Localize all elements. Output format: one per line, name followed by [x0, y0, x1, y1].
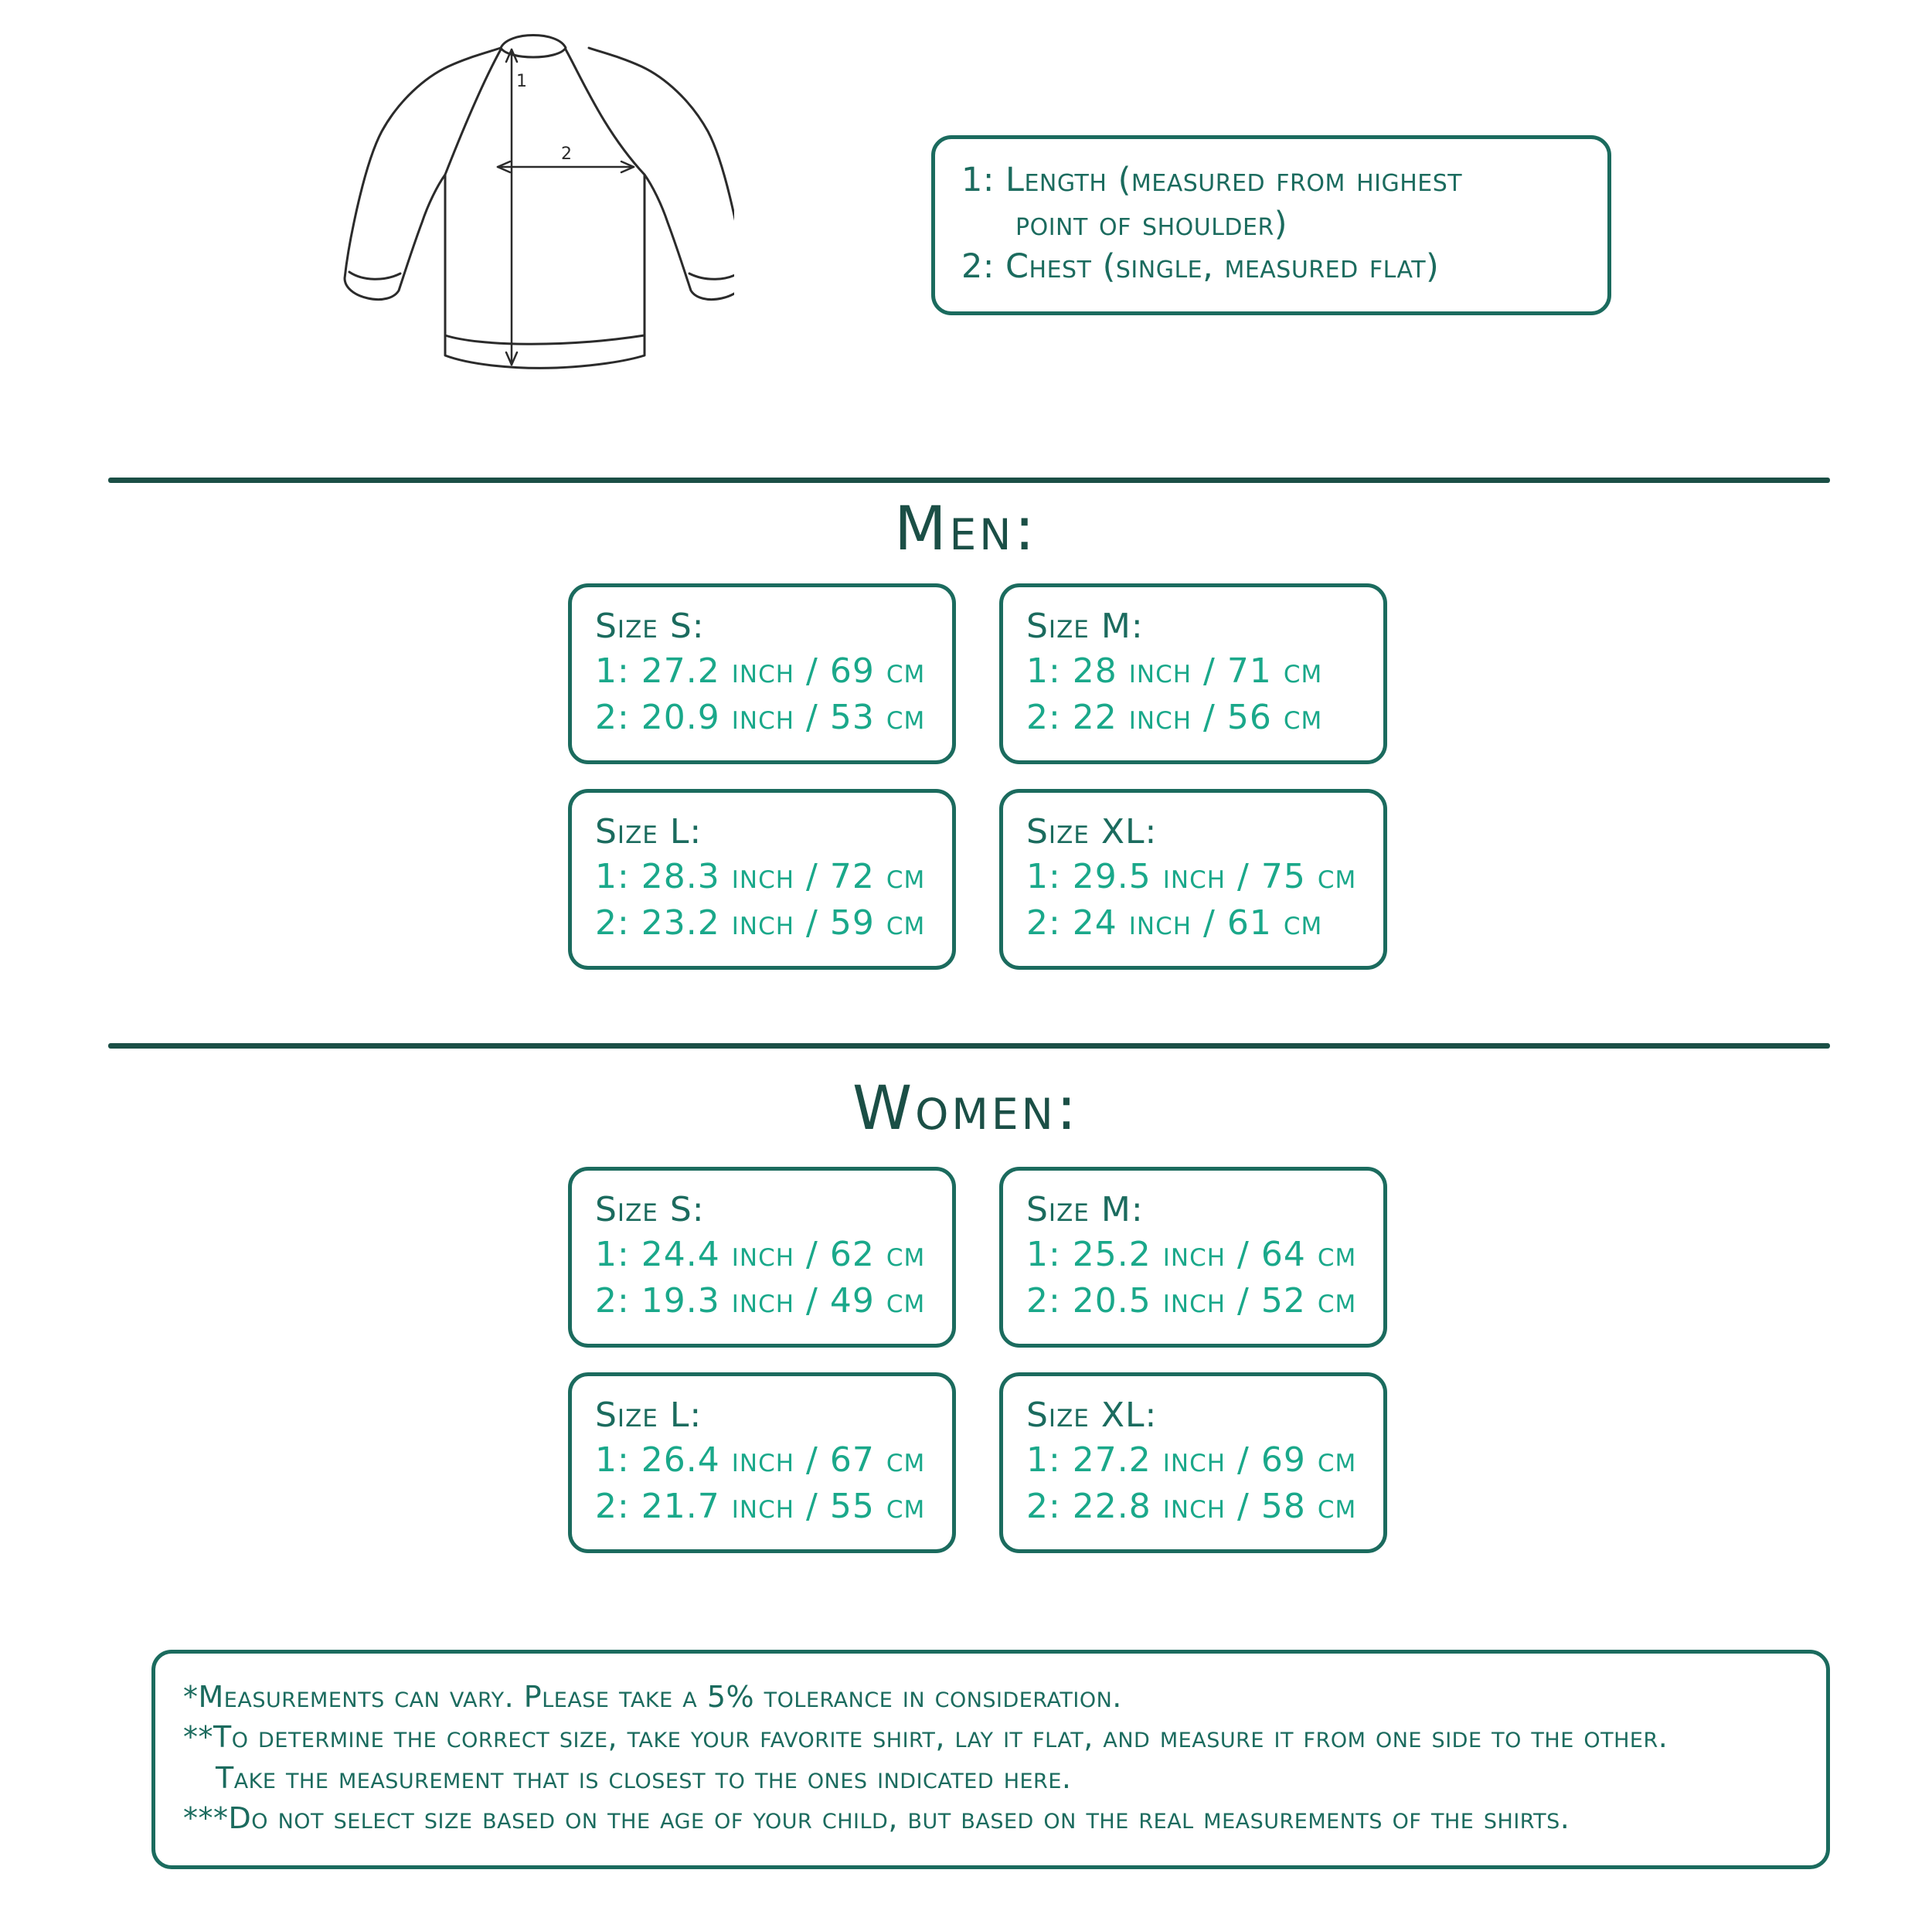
- size-row: [568, 1167, 1387, 1348]
- size-card-men-l: [568, 789, 956, 970]
- divider-middle: [108, 1043, 1830, 1049]
- note-line-3: Take the measurement that is closest to the ones indicated here.: [216, 1760, 1072, 1795]
- size-card-length: 1: 29.5 inch / 75 cm: [1026, 857, 1357, 897]
- size-card-women-xl: [999, 1372, 1387, 1553]
- size-row: [568, 789, 1387, 970]
- size-grid-men: [568, 583, 1387, 994]
- size-card-chest: 2: 22.8 inch / 58 cm: [1026, 1486, 1357, 1526]
- size-card-length: 1: 25.2 inch / 64 cm: [1026, 1235, 1357, 1275]
- size-row: [568, 1372, 1387, 1553]
- note-line-4: ***Do not select size based on the age of your child, but based on the real measurements of the shirts.: [183, 1801, 1570, 1836]
- legend-line-1: 1: Length (measured from highest: [961, 161, 1463, 199]
- size-card-title: Size L:: [595, 811, 702, 852]
- size-card-chest: 2: 24 inch / 61 cm: [1026, 903, 1323, 943]
- divider-top: [108, 478, 1830, 483]
- size-card-length: 1: 27.2 inch / 69 cm: [595, 651, 926, 692]
- note-line-1: *Measurements can vary. Please take a 5% tolerance in consideration.: [183, 1680, 1122, 1714]
- size-card-women-l: [568, 1372, 956, 1553]
- size-card-chest: 2: 22 inch / 56 cm: [1026, 697, 1323, 737]
- size-card-title: Size XL:: [1026, 811, 1158, 852]
- size-card-chest: 2: 23.2 inch / 59 cm: [595, 903, 926, 943]
- size-card-title: Size S:: [595, 607, 705, 646]
- diagram-label-2: 2: [561, 144, 572, 164]
- size-card-title: Size L:: [595, 1395, 702, 1435]
- size-card-women-s: [568, 1167, 956, 1348]
- legend-line-3: 2: Chest (single, measured flat): [961, 247, 1440, 287]
- notes-box: [151, 1650, 1830, 1869]
- size-card-men-s: [568, 583, 956, 764]
- size-card-title: Size XL:: [1026, 1395, 1158, 1435]
- size-grid-women: [568, 1167, 1387, 1578]
- size-card-chest: 2: 20.9 inch / 53 cm: [595, 697, 926, 737]
- shirt-diagram-area: [0, 0, 1932, 464]
- shirt-outline-icon: [332, 15, 734, 433]
- size-card-title: Size M:: [1026, 607, 1144, 646]
- size-card-title: Size M:: [1026, 1190, 1144, 1229]
- size-card-chest: 2: 19.3 inch / 49 cm: [595, 1280, 926, 1321]
- legend-line-2: point of shoulder): [1015, 205, 1288, 244]
- section-title-women: Women:: [852, 1074, 1080, 1144]
- size-row: [568, 583, 1387, 764]
- size-card-length: 1: 28 inch / 71 cm: [1026, 651, 1323, 692]
- size-card-length: 1: 28.3 inch / 72 cm: [595, 857, 926, 897]
- diagram-label-1: 1: [516, 72, 527, 91]
- note-line-2: **To determine the correct size, take your favorite shirt, lay it flat, and measure it from one side to the other.: [183, 1720, 1668, 1755]
- size-card-length: 1: 27.2 inch / 69 cm: [1026, 1440, 1357, 1481]
- size-card-men-m: [999, 583, 1387, 764]
- size-card-length: 1: 24.4 inch / 62 cm: [595, 1235, 926, 1275]
- size-card-chest: 2: 20.5 inch / 52 cm: [1026, 1280, 1357, 1321]
- size-card-title: Size S:: [595, 1190, 705, 1229]
- size-card-chest: 2: 21.7 inch / 55 cm: [595, 1486, 926, 1526]
- legend-box: [931, 135, 1611, 315]
- section-title-men: Men:: [894, 495, 1038, 564]
- size-card-women-m: [999, 1167, 1387, 1348]
- size-card-length: 1: 26.4 inch / 67 cm: [595, 1440, 926, 1481]
- size-card-men-xl: [999, 789, 1387, 970]
